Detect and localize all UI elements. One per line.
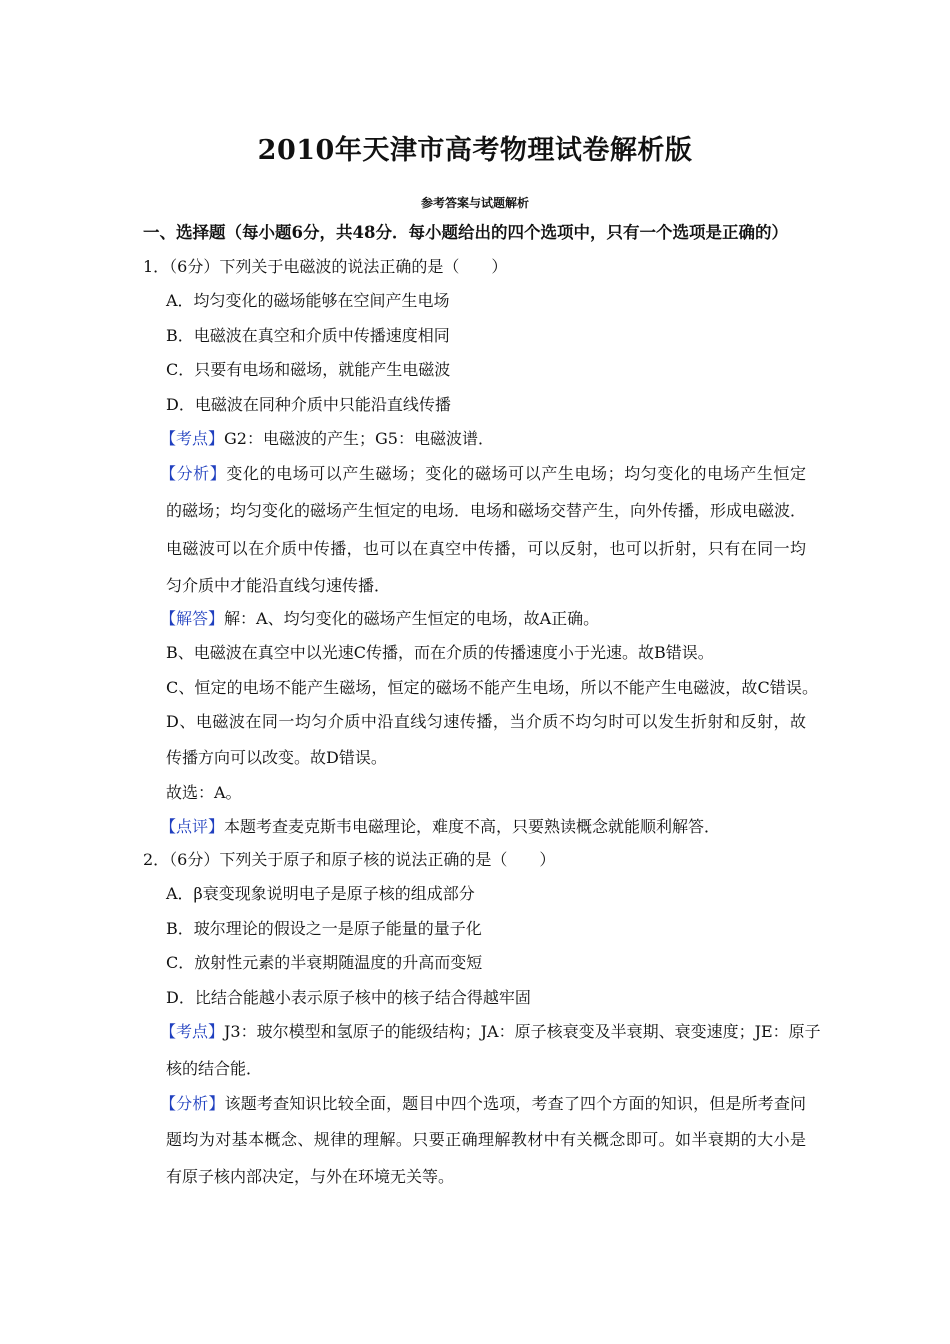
q1-jieda-text-1: 解：A、均匀变化的磁场产生恒定的电场，故A正确。 bbox=[224, 609, 600, 628]
q1-fenxi-line-3: 电磁波可以在介质中传播，也可以在真空中传播，可以反射，也可以折射，只有在同一均 bbox=[166, 539, 806, 558]
question-2-stem: 2．（6分）下列关于原子和原子核的说法正确的是（ ） bbox=[143, 850, 556, 869]
fenxi-tag: 【分析】 bbox=[160, 1094, 225, 1113]
q2-option-a: A．β衰变现象说明电子是原子核的组成部分 bbox=[166, 884, 475, 903]
kaodian-tag: 【考点】 bbox=[160, 429, 225, 448]
q2-kaodian-text-1: J3：玻尔模型和氢原子的能级结构；JA：原子核衰变及半衰期、衰变速度；JE：原子 bbox=[224, 1022, 821, 1041]
q1-option-b: B．电磁波在真空和介质中传播速度相同 bbox=[166, 326, 450, 345]
q1-jieda-line-3: C、恒定的电场不能产生磁场，恒定的磁场不能产生电场，所以不能产生电磁波，故C错误。 bbox=[166, 678, 818, 697]
q2-option-b: B．玻尔理论的假设之一是原子能量的量子化 bbox=[166, 919, 482, 938]
kaodian-tag: 【考点】 bbox=[160, 1022, 225, 1041]
jieda-tag: 【解答】 bbox=[160, 609, 225, 628]
q1-option-d: D．电磁波在同种介质中只能沿直线传播 bbox=[166, 395, 451, 414]
q1-dianping-text: 本题考查麦克斯韦电磁理论，难度不高，只要熟读概念就能顺利解答． bbox=[224, 817, 721, 836]
q2-kaodian-line-2: 核的结合能． bbox=[166, 1059, 263, 1078]
q1-jieda-line-2: B、电磁波在真空中以光速C传播，而在介质的传播速度小于光速。故B错误。 bbox=[166, 643, 714, 662]
q1-kaodian-text: G2：电磁波的产生；G5：电磁波谱． bbox=[224, 429, 494, 448]
q1-dianping bbox=[160, 816, 720, 838]
q1-option-a: A．均匀变化的磁场能够在空间产生电场 bbox=[166, 291, 450, 310]
question-1-stem: 1．（6分）下列关于电磁波的说法正确的是（ ） bbox=[143, 257, 508, 276]
q2-kaodian-line-1 bbox=[160, 1021, 821, 1043]
fenxi-tag: 【分析】 bbox=[160, 464, 227, 483]
q1-jieda-line-6: 故选：A。 bbox=[166, 783, 242, 802]
q2-fenxi-line-2: 题均为对基本概念、规律的理解。只要正确理解教材中有关概念即可。如半衰期的大小是 bbox=[166, 1130, 806, 1149]
section-heading: 一、选择题（每小题6分，共48分．每小题给出的四个选项中，只有一个选项是正确的） bbox=[143, 223, 788, 242]
q1-jieda-line-4: D、电磁波在同一均匀介质中沿直线匀速传播，当介质不均匀时可以发生折射和反射，故 bbox=[166, 712, 806, 731]
page-title: 2010年天津市高考物理试卷解析版 bbox=[257, 135, 693, 166]
q2-fenxi-line-3: 有原子核内部决定，与外在环境无关等。 bbox=[166, 1167, 455, 1186]
q1-jieda-line-1 bbox=[160, 608, 599, 630]
q2-option-c: C．放射性元素的半衰期随温度的升高而变短 bbox=[166, 953, 483, 972]
dianping-tag: 【点评】 bbox=[160, 817, 225, 836]
q1-kaodian bbox=[160, 428, 494, 450]
q2-option-d: D．比结合能越小表示原子核中的核子结合得越牢固 bbox=[166, 988, 531, 1007]
q1-option-c: C．只要有电场和磁场，就能产生电磁波 bbox=[166, 360, 451, 379]
q1-fenxi-line-4: 匀介质中才能沿直线匀速传播． bbox=[166, 576, 391, 595]
q1-fenxi-text-1: 变化的电场可以产生磁场；变化的磁场可以产生电场；均匀变化的电场产生恒定 bbox=[226, 464, 806, 483]
q2-fenxi-text-1: 该题考查知识比较全面，题目中四个选项，考查了四个方面的知识，但是所考查问 bbox=[224, 1094, 806, 1113]
q1-jieda-line-5: 传播方向可以改变。故D错误。 bbox=[166, 748, 387, 767]
q2-fenxi-line-1 bbox=[160, 1093, 806, 1115]
page-subtitle: 参考答案与试题解析 bbox=[420, 196, 529, 210]
q1-fenxi-line-1 bbox=[160, 463, 806, 485]
q1-fenxi-line-2: 的磁场；均匀变化的磁场产生恒定的电场．电场和磁场交替产生，向外传播，形成电磁波． bbox=[166, 501, 807, 520]
